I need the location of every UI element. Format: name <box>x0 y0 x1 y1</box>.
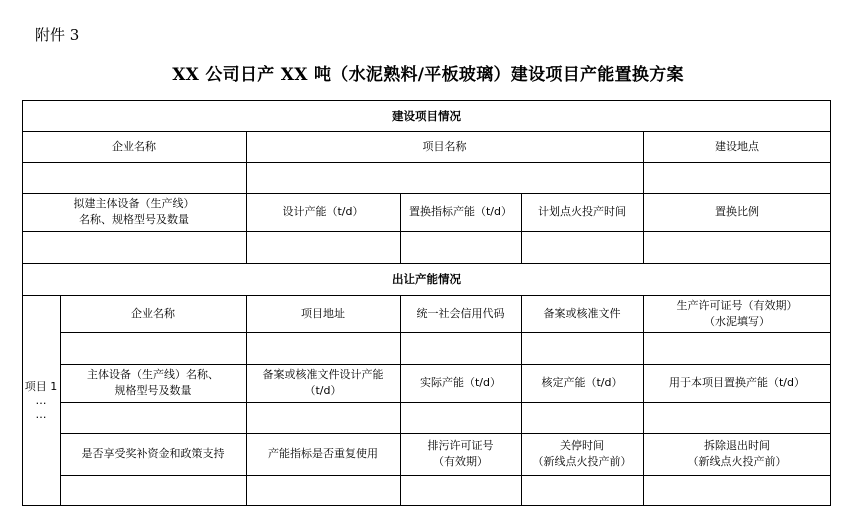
construction-main-equipment-label: 拟建主体设备（生产线） 名称、规格型号及数量 <box>73 197 195 226</box>
transfer-filing-document-label: 备案或核准文件 <box>543 306 621 320</box>
construction-section-header: 建设项目情况 <box>392 108 461 123</box>
transfer-project-label: 项目 1 … … <box>24 379 58 421</box>
transfer-credit-code-field[interactable] <box>400 332 521 364</box>
construction-replacement-ratio-label: 置换比例 <box>715 205 759 218</box>
attachment-label: 附件 3 <box>35 26 80 44</box>
construction-planned-ignition-time-label: 计划点火投产时间 <box>538 205 626 218</box>
transfer-production-license-field[interactable] <box>643 332 831 364</box>
construction-replacement-capacity-field[interactable] <box>400 231 521 263</box>
transfer-shutdown-time-label: 关停时间 （新线点火投产前） <box>532 439 632 468</box>
transfer-actual-capacity-label: 实际产能（t/d） <box>419 376 501 389</box>
construction-design-capacity-field[interactable] <box>246 231 400 263</box>
transfer-approved-capacity-field[interactable] <box>521 402 643 433</box>
transfer-subsidy-support-field[interactable] <box>60 475 246 506</box>
transfer-main-equipment-field[interactable] <box>60 402 246 433</box>
capacity-replacement-form <box>22 100 831 506</box>
transfer-shutdown-time-field[interactable] <box>521 475 643 506</box>
construction-company-name-field[interactable] <box>22 162 246 193</box>
construction-replacement-capacity-label: 置换指标产能（t/d） <box>408 205 512 218</box>
transfer-demolition-time-label: 拆除退出时间 （新线点火投产前） <box>687 439 787 468</box>
transfer-actual-capacity-field[interactable] <box>400 402 521 433</box>
transfer-section-header: 出让产能情况 <box>392 272 461 286</box>
transfer-production-license-label: 生产许可证号（有效期） （水泥填写） <box>676 298 798 328</box>
transfer-discharge-permit-field[interactable] <box>400 475 521 506</box>
transfer-main-equipment-label: 主体设备（生产线）名称、 规格型号及数量 <box>87 368 219 397</box>
transfer-discharge-permit-label: 排污许可证号 （有效期） <box>427 439 494 468</box>
construction-location-field[interactable] <box>643 162 831 193</box>
transfer-capacity-for-project-field[interactable] <box>643 402 831 433</box>
transfer-project-address-field[interactable] <box>246 332 400 364</box>
transfer-subsidy-support-label: 是否享受奖补资金和政策支持 <box>81 447 225 460</box>
construction-replacement-ratio-field[interactable] <box>643 231 831 263</box>
transfer-demolition-time-field[interactable] <box>643 475 831 506</box>
document-title: XX 公司日产 XX 吨（水泥熟料/平板玻璃）建设项目产能置换方案 <box>172 65 684 85</box>
transfer-approved-capacity-label: 核定产能（t/d） <box>541 376 623 389</box>
construction-main-equipment-field[interactable] <box>22 231 246 263</box>
transfer-duplicate-use-label: 产能指标是否重复使用 <box>268 447 378 460</box>
construction-project-name-field[interactable] <box>246 162 643 193</box>
transfer-filing-design-capacity-label: 备案或核准文件设计产能 （t/d） <box>262 368 384 397</box>
transfer-filing-document-field[interactable] <box>521 332 643 364</box>
transfer-project-address-label: 项目地址 <box>301 306 345 320</box>
transfer-company-name-field[interactable] <box>60 332 246 364</box>
transfer-company-name-label: 企业名称 <box>131 306 175 320</box>
transfer-capacity-for-project-label: 用于本项目置换产能（t/d） <box>668 376 805 389</box>
construction-project-name-label: 项目名称 <box>422 139 467 153</box>
construction-location-label: 建设地点 <box>715 139 759 153</box>
construction-planned-ignition-time-field[interactable] <box>521 231 643 263</box>
transfer-filing-design-capacity-field[interactable] <box>246 402 400 433</box>
transfer-duplicate-use-field[interactable] <box>246 475 400 506</box>
transfer-credit-code-label: 统一社会信用代码 <box>416 306 505 320</box>
construction-design-capacity-label: 设计产能（t/d） <box>282 205 364 218</box>
construction-company-name-label: 企业名称 <box>112 139 156 153</box>
